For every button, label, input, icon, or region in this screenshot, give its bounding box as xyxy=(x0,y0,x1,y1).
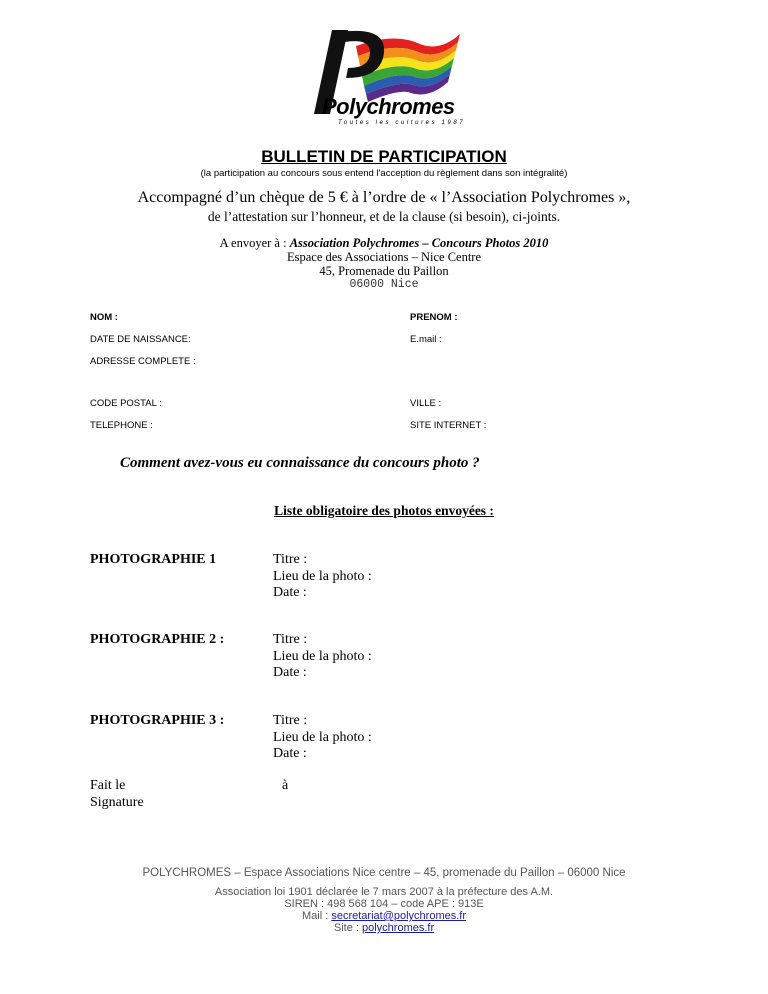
address-line-4: 06000 Nice xyxy=(349,278,419,291)
send-to-line xyxy=(0,236,768,250)
photo-2-titre: Titre : xyxy=(273,632,308,647)
photo-3-details xyxy=(273,713,372,763)
footer-mail-label: Mail : xyxy=(302,910,329,922)
photo-2-lieu: Lieu de la photo : xyxy=(273,648,372,664)
field-nom: NOM : xyxy=(90,312,118,323)
photo-1-label: PHOTOGRAPHIE 1 xyxy=(90,552,217,567)
photo-1-date: Date : xyxy=(273,585,307,600)
polychromes-logo xyxy=(300,26,470,136)
photo-2-details xyxy=(273,632,372,682)
footer-address: POLYCHROMES – Espace Associations Nice centre – 45, promenade du Paillon – 06000 Nice xyxy=(142,867,626,879)
page-title: BULLETIN DE PARTICIPATION xyxy=(261,147,507,166)
signature-label: Signature xyxy=(90,794,144,810)
logo-wordmark: Polychromes xyxy=(322,94,455,119)
photo-3-date: Date : xyxy=(273,746,307,761)
footer-siren: SIREN : 498 568 104 – code APE : 913E xyxy=(284,898,484,910)
footer-site-line xyxy=(0,922,768,934)
field-prenom: PRENOM : xyxy=(410,312,458,323)
photo-2-label: PHOTOGRAPHIE 2 : xyxy=(90,632,225,647)
place-label: à xyxy=(282,778,289,793)
photo-1-lieu: Lieu de la photo : xyxy=(273,568,372,584)
attachments-instruction: de l’attestation sur l’honneur, et de la clause (si besoin), ci-joints. xyxy=(207,209,561,224)
send-to-prefix: A envoyer à : xyxy=(219,236,287,250)
field-email: E.mail : xyxy=(410,334,442,345)
footer-site-label: Site : xyxy=(333,922,359,934)
field-adresse: ADRESSE COMPLETE : xyxy=(90,356,196,367)
photo-list-title: Liste obligatoire des photos envoyées : xyxy=(274,503,494,518)
address-line-3: 45, Promenade du Paillon xyxy=(319,264,449,278)
field-site-internet: SITE INTERNET : xyxy=(410,420,487,431)
signature-block xyxy=(90,778,144,811)
photo-3-label: PHOTOGRAPHIE 3 : xyxy=(90,713,225,728)
photo-2-date: Date : xyxy=(273,665,307,680)
field-ville: VILLE : xyxy=(410,398,442,409)
photo-3-titre: Titre : xyxy=(273,713,308,728)
fait-le-label: Fait le xyxy=(90,778,126,793)
page-subtitle: (la participation au concours sous entend l'acception du règlement dans son intégralité) xyxy=(200,168,568,179)
field-code-postal: CODE POSTAL : xyxy=(90,398,162,409)
address-line-2: Espace des Associations – Nice Centre xyxy=(286,250,482,264)
send-to-organization: Association Polychromes – Concours Photos 2010 xyxy=(289,236,549,250)
footer-mail-link[interactable]: secretariat@polychromes.fr xyxy=(331,910,466,922)
field-date-naissance: DATE DE NAISSANCE: xyxy=(90,334,191,345)
field-telephone: TELEPHONE : xyxy=(90,420,153,431)
footer-site-link[interactable]: polychromes.fr xyxy=(362,922,435,934)
photo-1-details xyxy=(273,552,372,602)
footer-mail-line xyxy=(0,910,768,922)
footer-legal: Association loi 1901 déclarée le 7 mars 2007 à la préfecture des A.M. xyxy=(214,886,554,898)
cheque-instruction: Accompagné d’un chèque de 5 € à l’ordre de « l’Association Polychromes », xyxy=(137,189,631,206)
question-heading: Comment avez-vous eu connaissance du concours photo ? xyxy=(120,455,480,471)
photo-1-titre: Titre : xyxy=(273,552,308,567)
logo-tagline: Toutes les cultures 1987 xyxy=(338,120,466,126)
photo-3-lieu: Lieu de la photo : xyxy=(273,729,372,745)
